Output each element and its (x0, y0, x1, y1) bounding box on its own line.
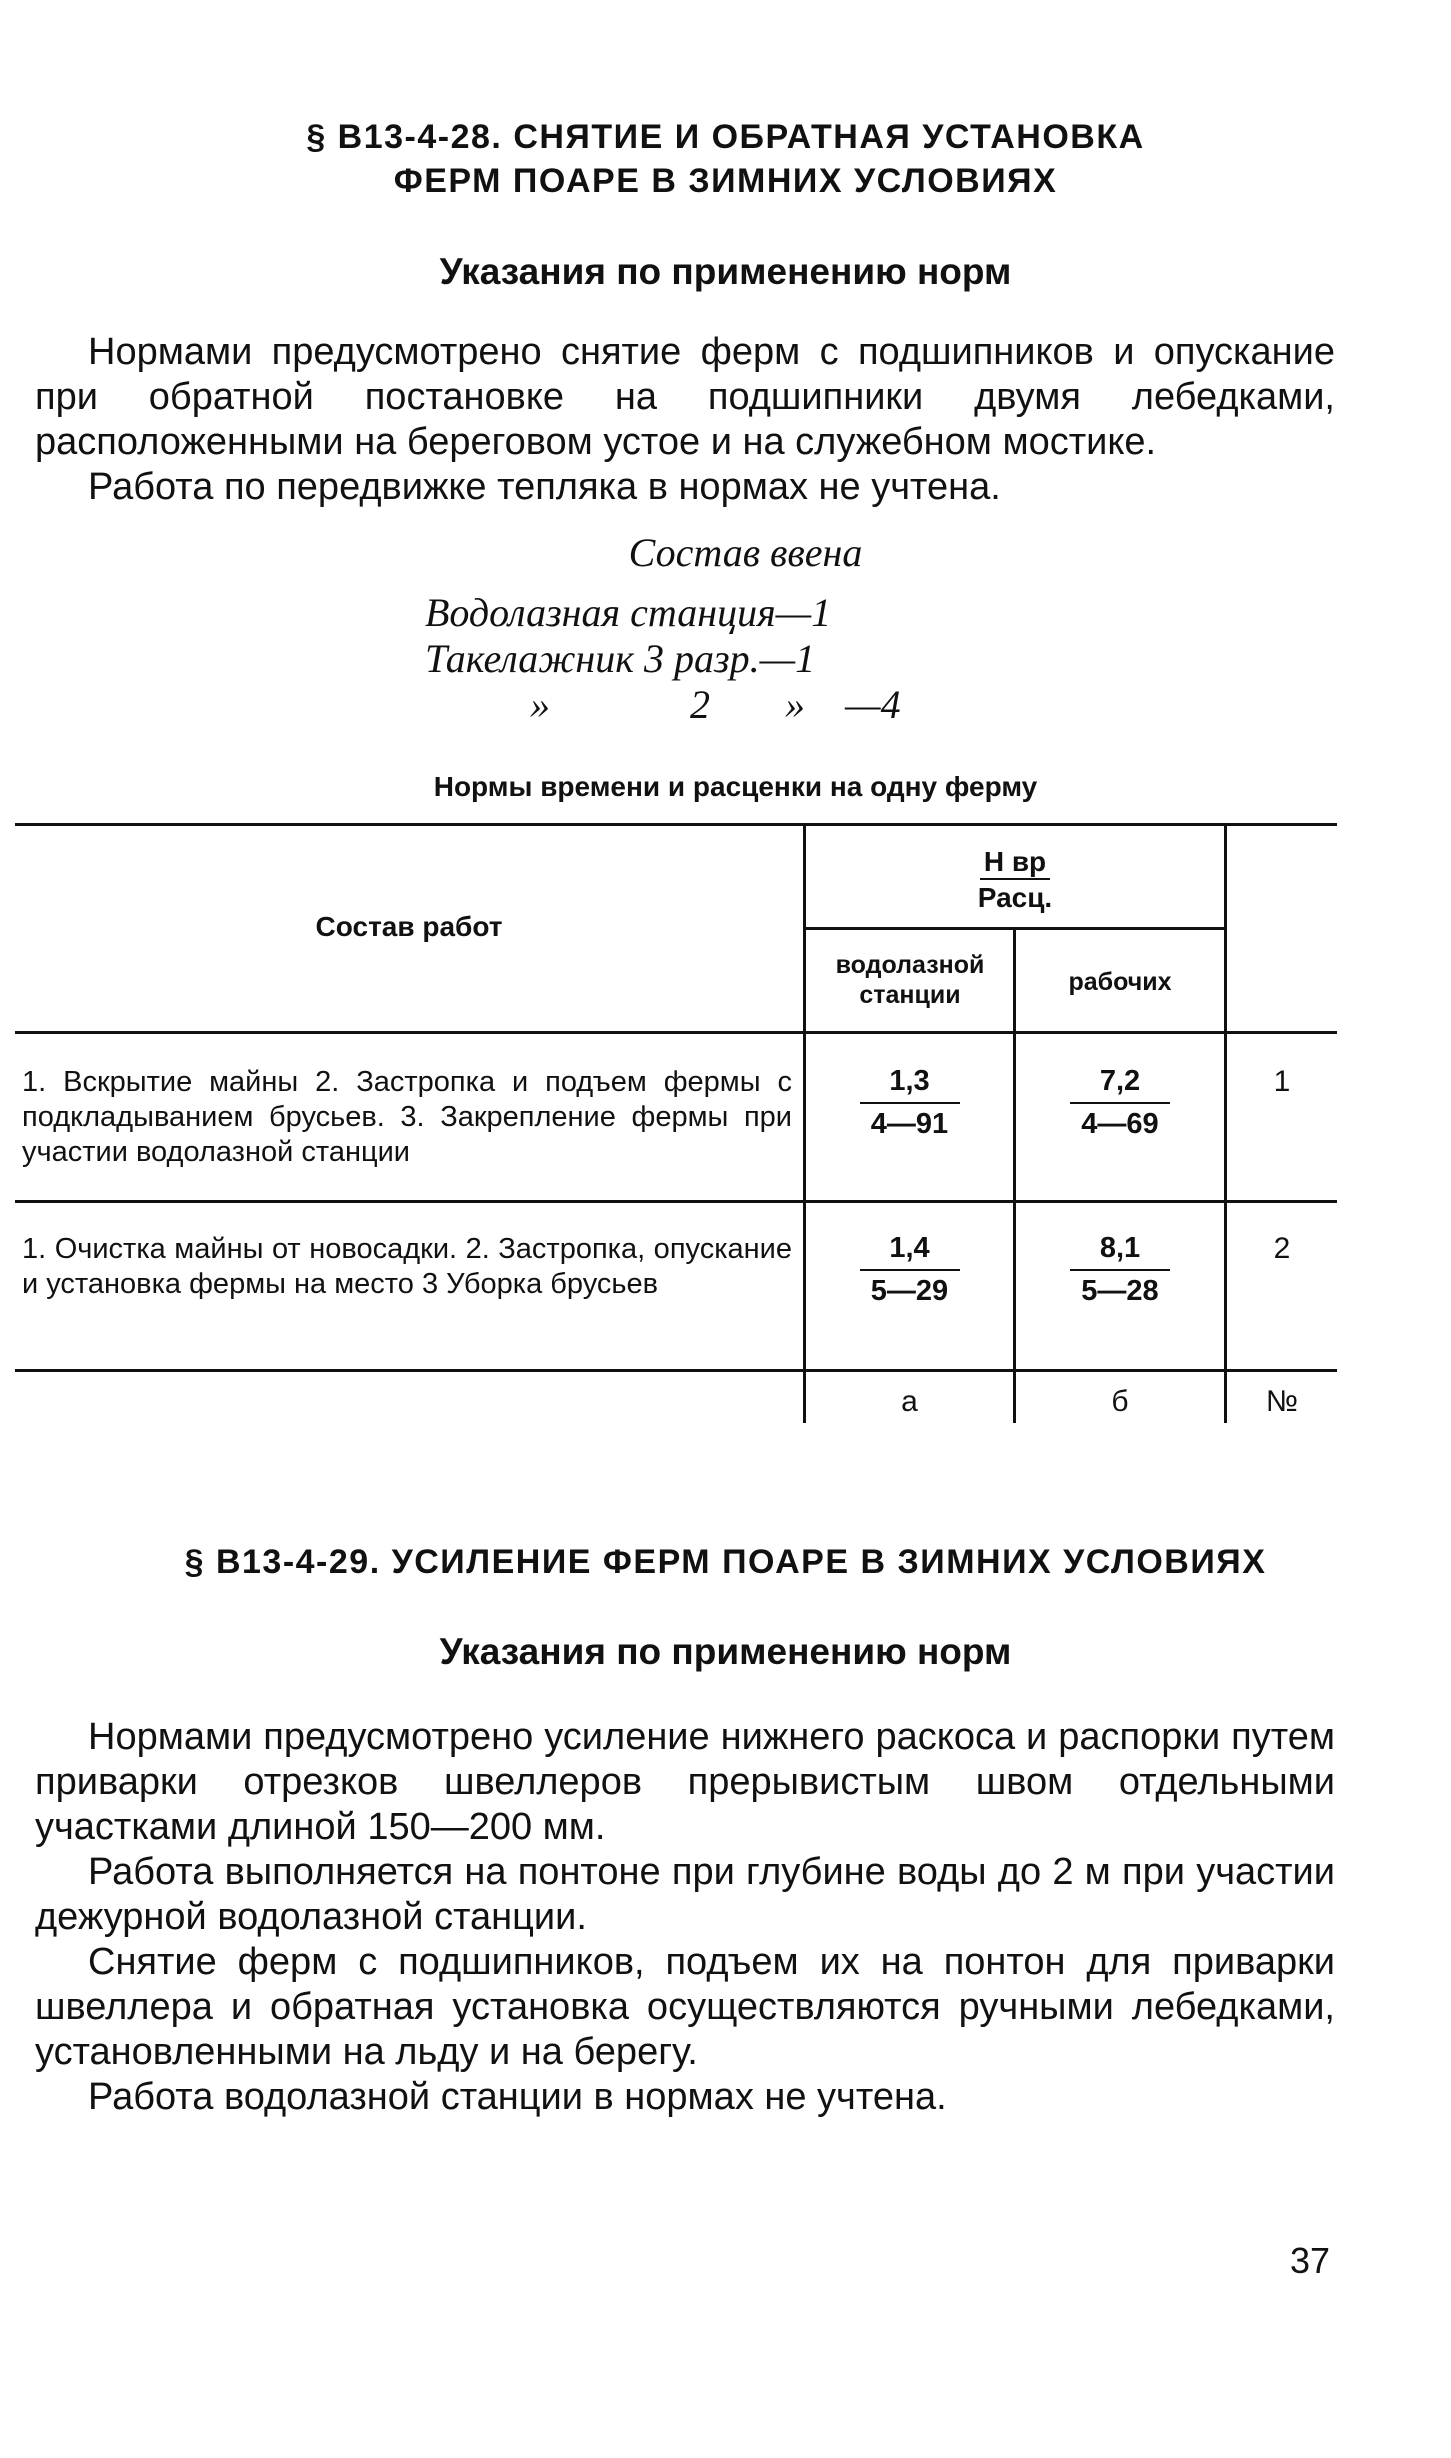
table-header-bottom-rule (15, 1031, 1337, 1034)
header-norm-block (806, 845, 1224, 916)
row1-number: 1 (1273, 1065, 1291, 1098)
table-col-divider-3 (1224, 823, 1227, 1423)
row2-workers-rate: 5—28 (1081, 1275, 1159, 1307)
crew-line3-ditto-2: » (785, 682, 805, 727)
section1-subheading: Указания по применению норм (439, 251, 1012, 292)
row1-workers-rate: 4—69 (1081, 1108, 1159, 1140)
row1-work: 1. Вскрытие майны 2. Застропка и подъем фермы с подкладыванием брусьев. 3. Закрепление фермы при участии водолазной станции (22, 1066, 792, 1168)
header-norm-rate: Расц. (977, 882, 1053, 913)
table-row1-bottom-rule (15, 1200, 1337, 1203)
section2-heading: § В13-4-29. УСИЛЕНИЕ ФЕРМ ПОАРЕ В ЗИМНИХ УСЛОВИЯХ (184, 1543, 1267, 1581)
crew-line3-grade: 2 (690, 682, 710, 727)
crew-composition (0, 530, 1451, 728)
row2-diver-time: 1,4 (889, 1232, 930, 1264)
crew-title: Состав ввена (628, 530, 863, 575)
footer-col-b: б (1111, 1385, 1129, 1418)
header-norm-time: Н вр (980, 846, 1050, 880)
row2-workers-fraction-bar (1070, 1269, 1170, 1271)
section2-paragraph-3: Снятие ферм с подшипников, подъем их на понтон для приварки швеллера и обратная установка осуществляются ручными лебедками, установленными на льду и на берегу. (35, 1941, 1335, 2073)
section1-paragraph-2: Работа по передвижке тепляка в нормах не учтена. (88, 466, 1001, 508)
page-number: 37 (1289, 2240, 1330, 2281)
row1-diver-time: 1,3 (889, 1065, 930, 1097)
row2-number: 2 (1273, 1232, 1291, 1265)
header-workers: рабочих (1068, 968, 1172, 996)
crew-line-rigger-3: Такелажник 3 разр.—1 (425, 636, 816, 681)
header-work-composition: Состав работ (315, 911, 503, 942)
footer-col-a: а (901, 1385, 918, 1418)
section2-body (35, 1715, 1335, 2120)
row1-workers-fraction-bar (1070, 1102, 1170, 1104)
section2-subheading: Указания по применению норм (439, 1631, 1012, 1672)
row1-diver-fraction-bar (860, 1102, 960, 1104)
header-diver-station: водолазной станции (835, 951, 985, 1009)
row1-workers-value (1016, 1065, 1224, 1141)
row2-work: 1. Очистка майны от новосадки. 2. Застропка, опускание и установка фермы на место 3 Уборка брусьев (22, 1233, 792, 1300)
table-top-rule (15, 823, 1337, 826)
row2-diver-fraction-bar (860, 1269, 960, 1271)
section1-heading-line1: § В13-4-28. СНЯТИЕ И ОБРАТНАЯ УСТАНОВКА (306, 118, 1145, 156)
section2-paragraph-2: Работа выполняется на понтоне при глубине воды до 2 м при участии дежурной водолазной станции. (35, 1851, 1335, 1938)
table-col-divider-2 (1013, 929, 1016, 1423)
section1-paragraph-1: Нормами предусмотрено снятие ферм с подшипников и опускание при обратной постановке на подшипники двумя лебедками, расположенными на береговом устое и на служебном мостике. (35, 331, 1335, 463)
row1-workers-time: 7,2 (1099, 1065, 1141, 1097)
section2-paragraph-4: Работа водолазной станции в нормах не учтена. (88, 2076, 947, 2118)
row2-diver-rate: 5—29 (870, 1275, 949, 1307)
row1-diver-rate: 4—91 (870, 1108, 949, 1140)
crew-line3-count: —4 (845, 682, 901, 727)
section2-paragraph-1: Нормами предусмотрено усиление нижнего раскоса и распорки путем приварки отрезков швеллеров прерывистым швом отдельными участками длиной 150—200 мм. (35, 1716, 1335, 1848)
crew-line-diver-station: Водолазная станция—1 (425, 590, 832, 635)
row2-workers-time: 8,1 (1099, 1232, 1141, 1264)
row1-diver-value (806, 1065, 1013, 1141)
row2-workers-value (1016, 1232, 1224, 1308)
section1-heading-line2: ФЕРМ ПОАРЕ В ЗИМНИХ УСЛОВИЯХ (393, 162, 1058, 200)
section1-body (35, 330, 1335, 510)
footer-col-number: № (1265, 1385, 1299, 1418)
row2-diver-value (806, 1232, 1013, 1308)
table-title: Нормы времени и расценки на одну ферму (433, 771, 1038, 802)
table-row2-bottom-rule (15, 1369, 1337, 1372)
crew-line3-ditto-1: » (530, 682, 550, 727)
